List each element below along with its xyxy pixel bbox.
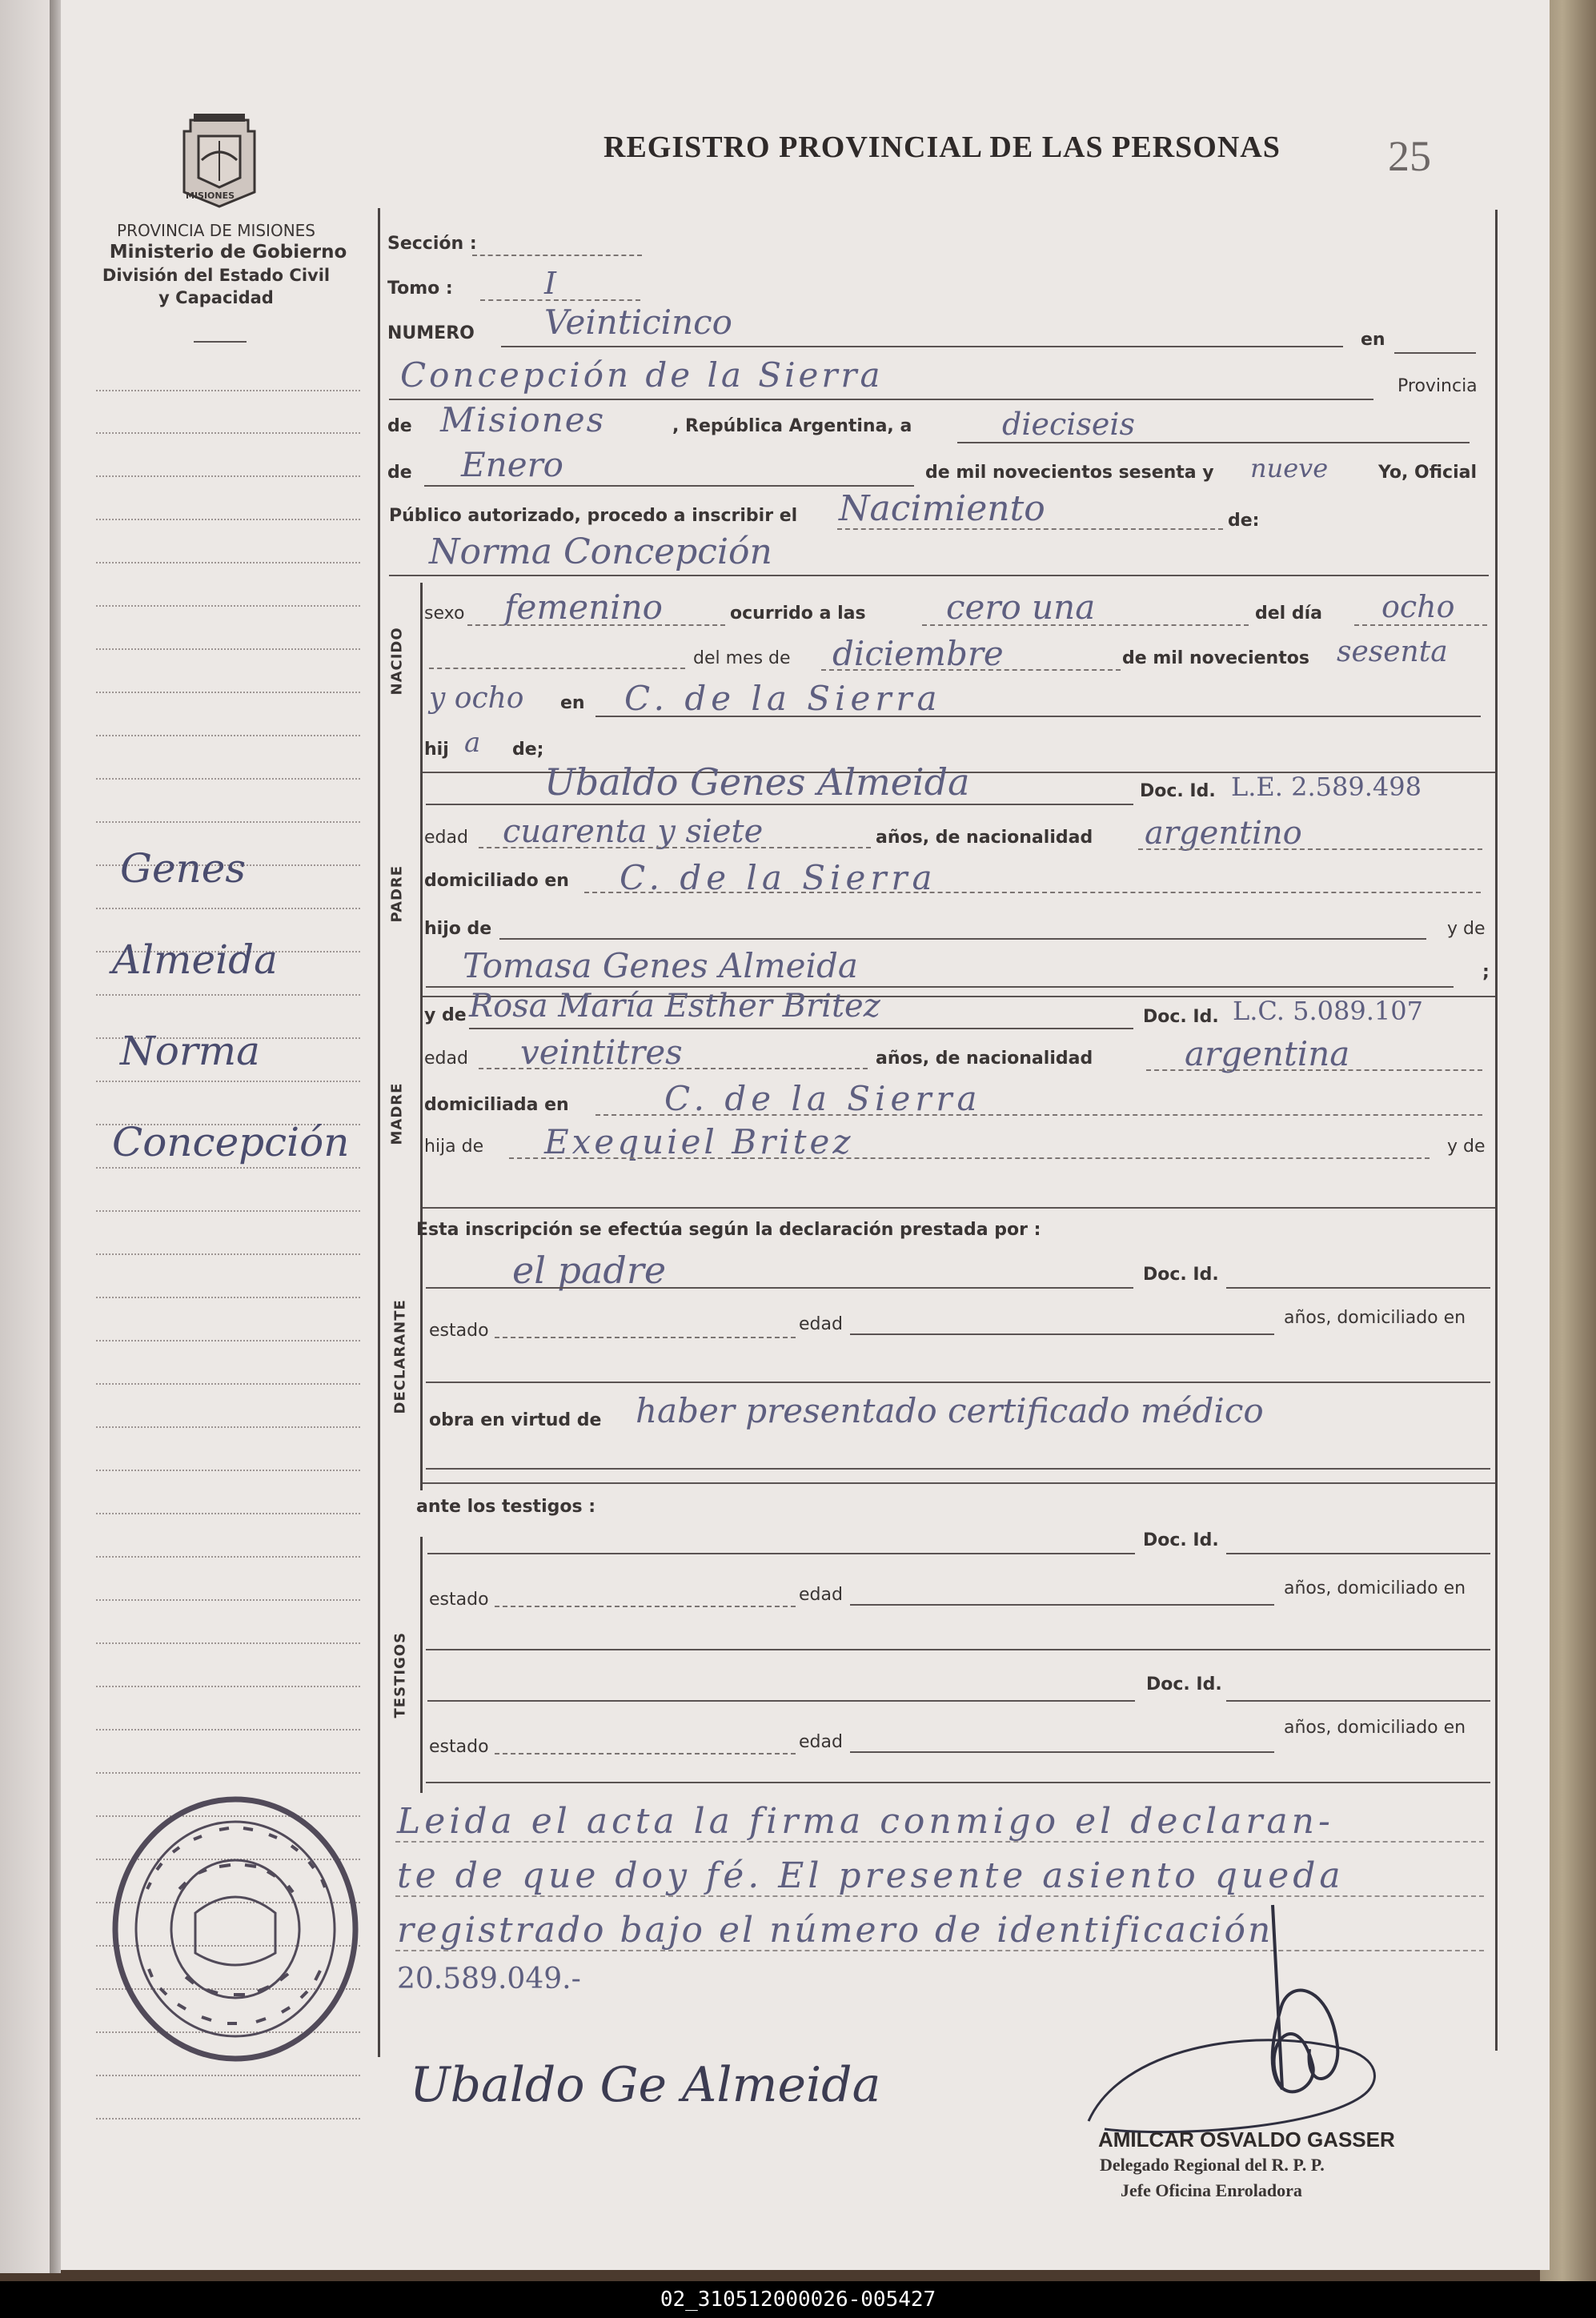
testigo1-estado-label: estado (429, 1590, 489, 1610)
seccion-label: Sección : (387, 234, 477, 254)
madre-edad-label: edad (424, 1049, 468, 1069)
declarante-field[interactable] (426, 1287, 1133, 1289)
semicolon-label: ; (1482, 962, 1490, 982)
closing-line-1: Leida el acta la firma conmigo el declaran- (397, 1801, 1334, 1842)
declarante-signature: Ubaldo Ge Almeida (410, 2057, 881, 2113)
hij-gender-value: a (464, 727, 481, 759)
testigo2-doc-label: Doc. Id. (1146, 1674, 1222, 1694)
main-frame-right-border (1495, 210, 1498, 2051)
madre-nac-label: años, de nacionalidad (876, 1049, 1093, 1069)
hija-y-de-label: y de (1447, 1137, 1486, 1157)
en-label-2: en (560, 693, 585, 713)
padre-madre-value: Tomasa Genes Almeida (463, 946, 858, 985)
testigos-label: ante los testigos : (416, 1497, 596, 1517)
madre-doc-value: L.C. 5.089.107 (1233, 996, 1423, 1026)
sexo-label: sexo (424, 604, 465, 624)
ministry-label: Ministerio de Gobierno (109, 242, 347, 263)
madre-value: Rosa María Esther Britez (469, 988, 880, 1025)
de-label: de (387, 416, 412, 436)
padre-edad-value: cuarenta y siete (503, 813, 764, 850)
declarante-estado-label: estado (429, 1321, 489, 1341)
en-label: en (1361, 330, 1385, 350)
acto-value: Nacimiento (839, 488, 1045, 529)
padre-doc-label: Doc. Id. (1140, 781, 1216, 801)
padre-section-label: PADRE (388, 864, 406, 923)
declarante-dom-label: años, domiciliado en (1284, 1308, 1466, 1328)
declarante-sidebar-border (420, 1265, 423, 1489)
closing-line-3: registrado bajo el número de identificación (397, 1910, 1273, 1951)
testigo1-dom-label: años, domiciliado en (1284, 1578, 1466, 1598)
officer-name: AMILCAR OSVALDO GASSER (1098, 2128, 1395, 2152)
padre-value: Ubaldo Genes Almeida (544, 760, 970, 804)
previous-page-edge (0, 0, 56, 2273)
madre-nacionalidad-value: argentina (1185, 1034, 1350, 1073)
official-stamp-icon (99, 1793, 371, 2065)
nombre-value: Norma Concepción (429, 531, 772, 572)
dia-inscripcion-value: dieciseis (1002, 407, 1136, 442)
republica-label: , República Argentina, a (672, 416, 912, 436)
closing-line-2: te de que doy fé. El presente asiento queda (397, 1855, 1345, 1896)
padre-nacionalidad-value: argentino (1145, 815, 1302, 852)
madre-edad-value: veintitres (520, 1033, 683, 1072)
declarante-section-label: DECLARANTE (391, 1299, 409, 1414)
padre-doc-value: L.E. 2.589.498 (1231, 772, 1422, 802)
padre-domicilio-label: domiciliado en (424, 871, 569, 891)
hija-de-label: hija de (424, 1137, 484, 1157)
mes-inscripcion-field[interactable] (424, 485, 914, 487)
del-mes-label: del mes de (693, 648, 791, 668)
nacido-section-label: NACIDO (388, 627, 406, 696)
seccion-field[interactable] (472, 255, 642, 256)
testigo2-field[interactable] (427, 1700, 1135, 1702)
testigo2-estado-label: estado (429, 1737, 489, 1757)
lugar-nacimiento-field[interactable] (595, 716, 1481, 717)
tomo-field[interactable] (480, 299, 640, 301)
division-label-2: y Capacidad (158, 288, 274, 307)
lugar-nacimiento-value: C. de la Sierra (624, 679, 942, 718)
testigo1-doc-label: Doc. Id. (1143, 1530, 1219, 1550)
publico-label: Público autorizado, procedo a inscribir el (389, 506, 798, 526)
hij-label: hij (424, 740, 449, 760)
madre-domicilio-value: C. de la Sierra (664, 1079, 982, 1118)
de-mil-label: de mil novecientos sesenta y (925, 463, 1214, 483)
declarante-value: el padre (512, 1249, 667, 1292)
province-label: PROVINCIA DE MISIONES (117, 221, 315, 240)
declaracion-label: Esta inscripción se efectúa según la declaración prestada por : (416, 1220, 1041, 1240)
madre-domicilio-label: domiciliada en (424, 1095, 569, 1115)
numero-field[interactable] (501, 346, 1343, 347)
madre-y-de-label: y de (424, 1005, 467, 1025)
lugar-value: Concepción de la Sierra (400, 355, 884, 395)
scan-caption: 02_310512000026-005427 (0, 2281, 1596, 2318)
page-title: REGISTRO PROVINCIAL DE LAS PERSONAS (604, 130, 1281, 164)
madre-doc-label: Doc. Id. (1143, 1007, 1219, 1027)
declarante-edad-label: edad (799, 1314, 843, 1334)
provincia-label: Provincia (1398, 376, 1478, 396)
testigos-sidebar-border (420, 1537, 423, 1793)
numero-label: NUMERO (387, 323, 475, 343)
sexo-value: femenino (504, 588, 663, 627)
numero-value: Veinticinco (544, 303, 732, 342)
division-label: División del Estado Civil (102, 266, 331, 285)
book-gutter (50, 0, 61, 2273)
provincia-value: Misiones (440, 400, 606, 439)
de-colon-label: de: (1228, 511, 1260, 531)
padre-domicilio-value: C. de la Sierra (620, 858, 937, 897)
ocurrido-label: ocurrido a las (730, 604, 866, 624)
en-field[interactable] (1394, 352, 1476, 354)
padre-field[interactable] (426, 804, 1133, 805)
hora-value: cero una (946, 588, 1096, 627)
emblem-caption: MISIONES (186, 190, 235, 201)
yo-oficial-label: Yo, Oficial (1378, 463, 1478, 483)
madre-field[interactable] (469, 1028, 1133, 1029)
nombre-field[interactable] (389, 575, 1489, 576)
main-frame-left-border (378, 208, 380, 2057)
margin-given-name-2: Concepción (112, 1119, 350, 1165)
padre-edad-label: edad (424, 828, 468, 848)
testigos-section-label: TESTIGOS (391, 1631, 409, 1718)
madre-section-label: MADRE (388, 1082, 406, 1145)
hijo-de-label: hijo de (424, 919, 492, 939)
header-divider (194, 341, 247, 343)
testigo1-field[interactable] (427, 1553, 1135, 1554)
del-dia-label: del día (1255, 604, 1323, 624)
anio-inscripcion-value: nueve (1250, 453, 1329, 483)
anio-nacimiento-a-value: sesenta (1337, 636, 1448, 668)
anio-nacimiento-b-value: y ocho (429, 682, 524, 715)
margin-surname-1: Genes (120, 845, 246, 892)
de-mil-nov-label: de mil novecientos (1122, 648, 1309, 668)
margin-given-name-1: Norma (120, 1028, 260, 1074)
madre-padre-value: Exequiel Britez (544, 1122, 854, 1161)
obra-label: obra en virtud de (429, 1410, 602, 1430)
officer-title-1: Delegado Regional del R. P. P. (1100, 2155, 1325, 2175)
declarante-doc-label: Doc. Id. (1143, 1265, 1219, 1285)
officer-title-2: Jefe Oficina Enroladora (1121, 2180, 1302, 2200)
de-label-2: de (387, 463, 412, 483)
y-de-label: y de (1447, 919, 1486, 939)
testigo2-dom-label: años, domiciliado en (1284, 1718, 1466, 1738)
de-semicolon-label: de; (512, 740, 544, 760)
dia-inscripcion-field[interactable] (957, 442, 1470, 443)
page-number: 25 (1388, 132, 1431, 180)
tomo-value: I (544, 266, 557, 301)
padre-nac-label: años, de nacionalidad (876, 828, 1093, 848)
officer-signature-icon (1073, 1889, 1393, 2153)
dia-nacimiento-value: ocho (1381, 589, 1455, 624)
testigo1-edad-label: edad (799, 1585, 843, 1605)
acto-field[interactable] (837, 528, 1223, 530)
mes-inscripcion-value: Enero (461, 445, 563, 484)
margin-surname-2: Almeida (112, 936, 278, 983)
obra-value: haber presentado certificado médico (636, 1391, 1264, 1430)
mes-nacimiento-value: diciembre (832, 634, 1004, 673)
testigo2-edad-label: edad (799, 1732, 843, 1752)
tomo-label: Tomo : (387, 279, 453, 299)
closing-id-number: 20.589.049.- (397, 1963, 581, 1995)
